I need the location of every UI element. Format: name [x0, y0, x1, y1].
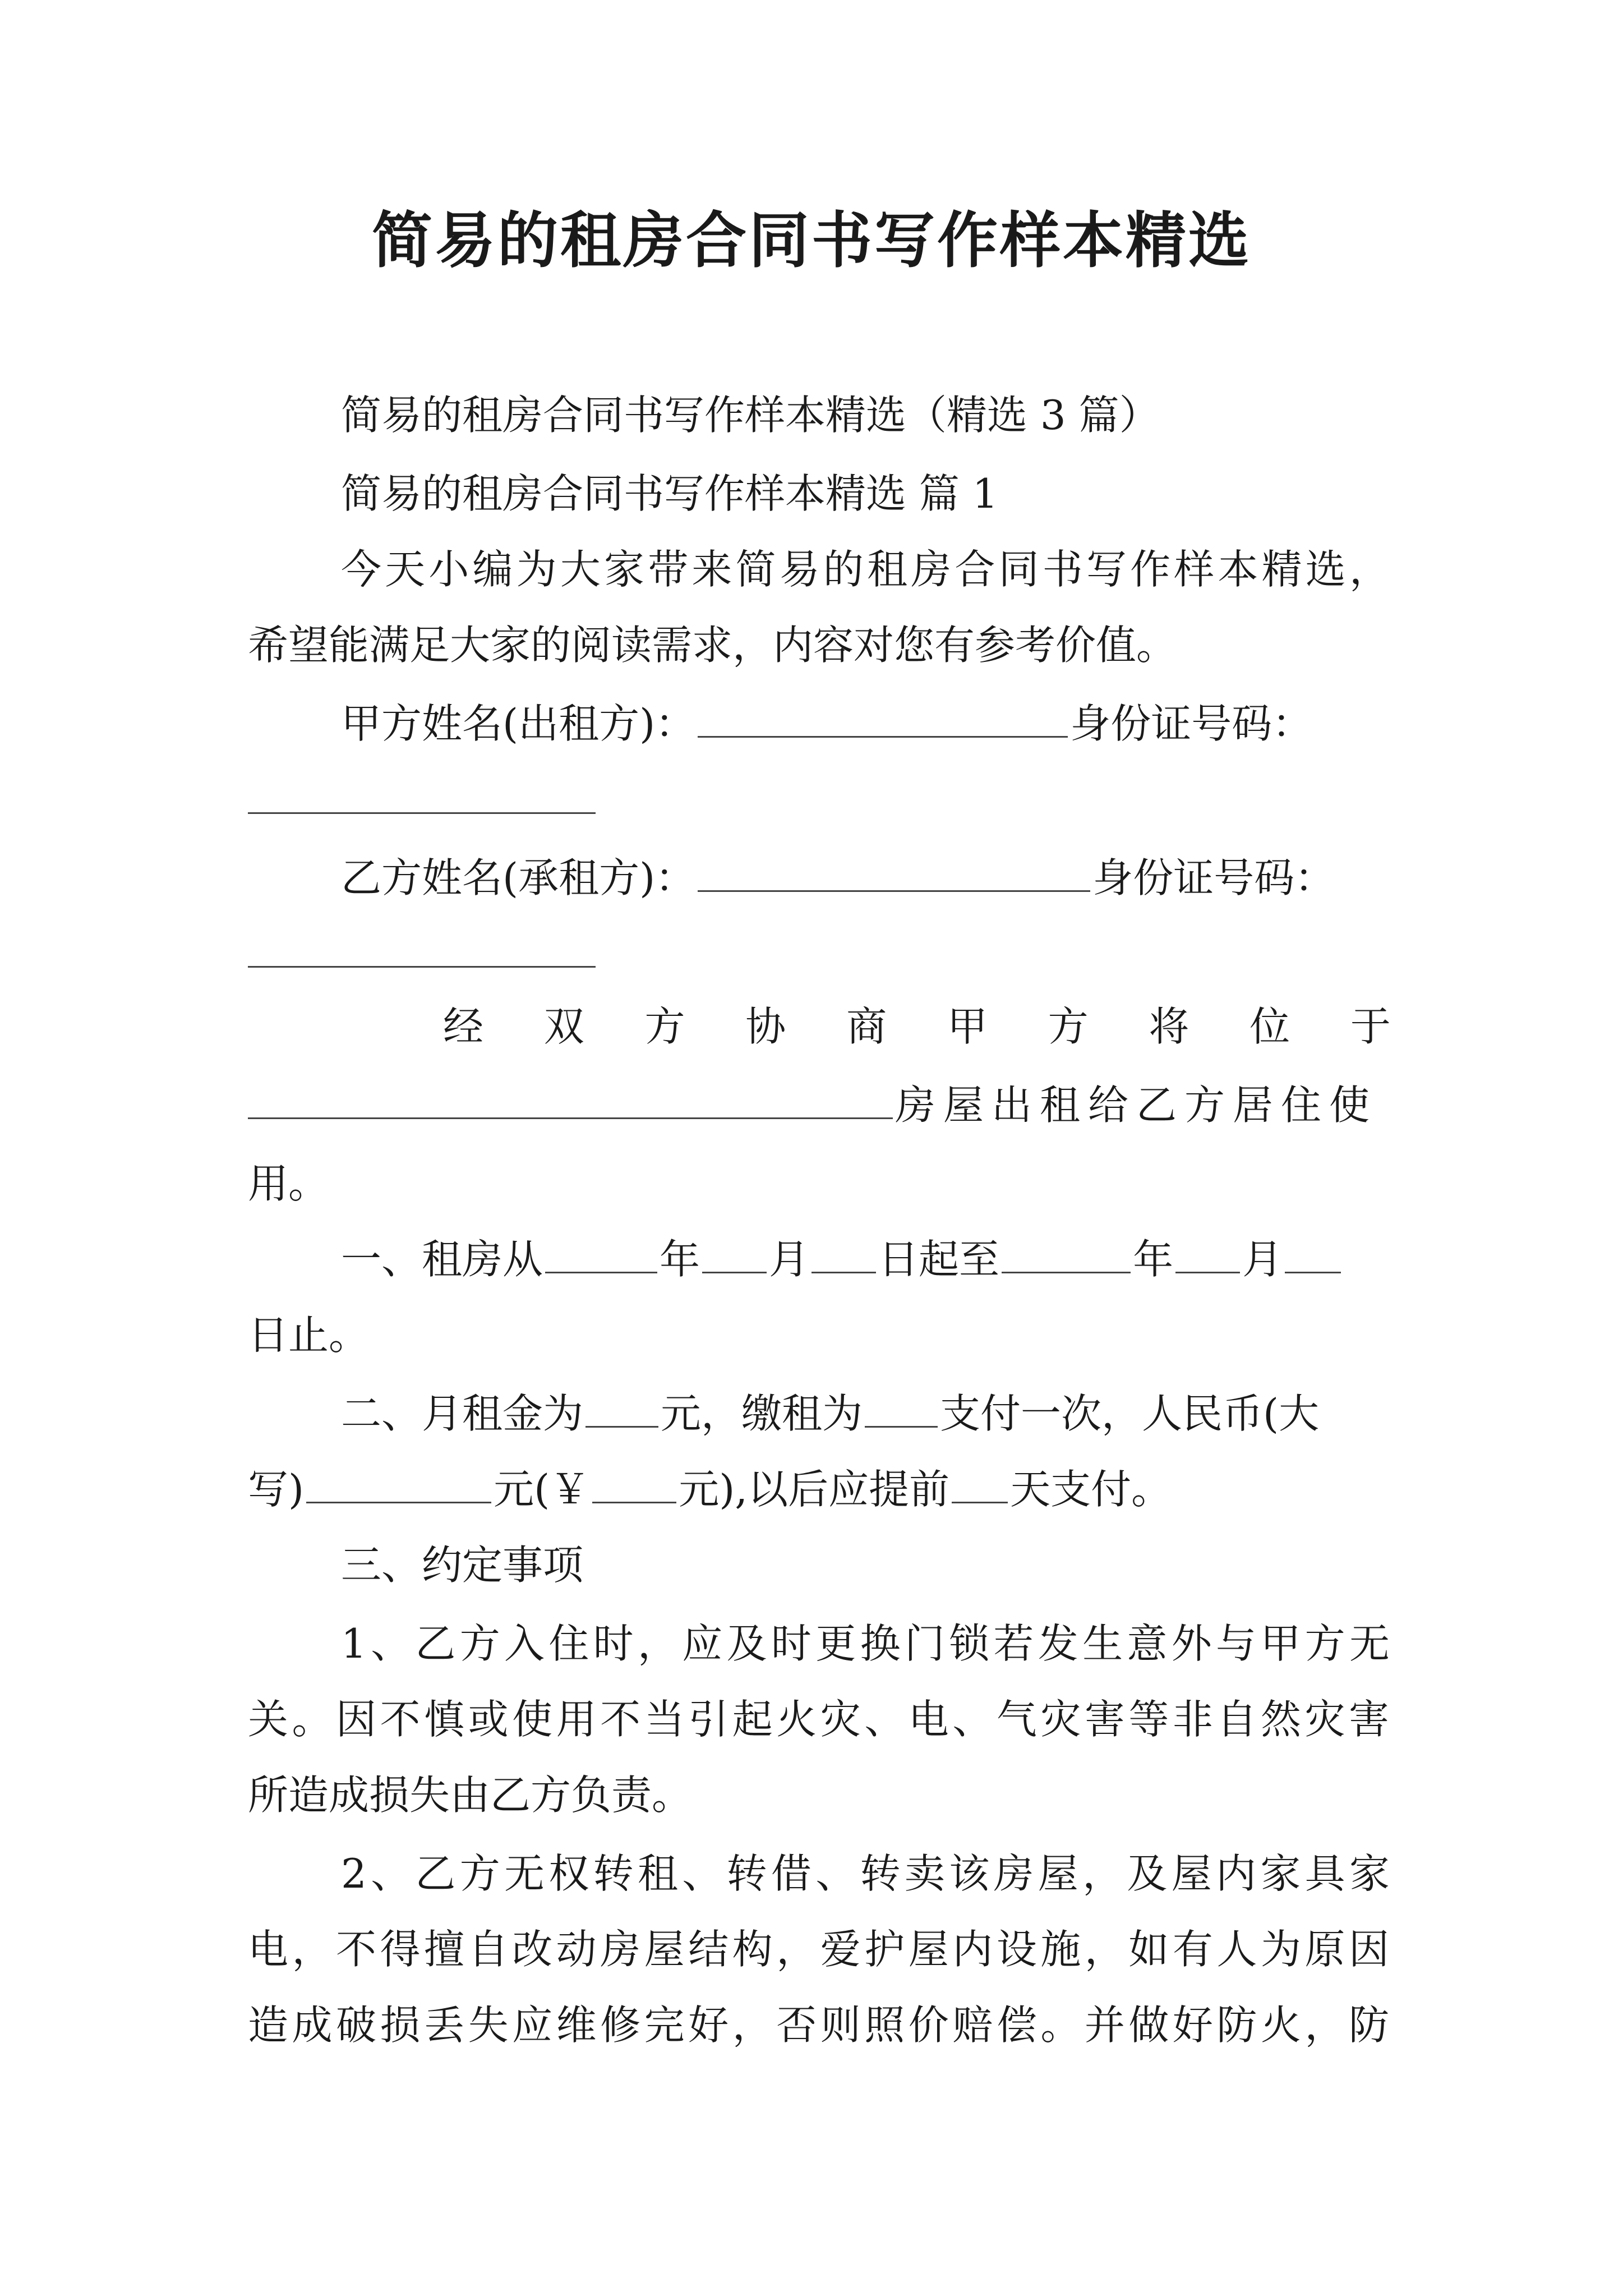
agreement-char: 商: [846, 1003, 887, 1050]
party-b-id-label: 身份证号码：: [1092, 854, 1335, 901]
end-day-field[interactable]: [1285, 1272, 1341, 1273]
clause-3-heading: 三、约定事项: [341, 1542, 584, 1589]
payment-period-field[interactable]: [865, 1426, 938, 1428]
agreement-char: 方: [1048, 1003, 1089, 1050]
party-b-id-field[interactable]: [248, 966, 596, 968]
party-b-name-field[interactable]: [698, 890, 1090, 892]
rent-uppercase-field[interactable]: [306, 1502, 491, 1503]
party-a-id-field[interactable]: [248, 812, 596, 814]
agreement-char: 于: [1350, 1003, 1391, 1050]
agreement-char: 双: [543, 1003, 584, 1050]
clause-2-text: 支付一次，人民币(大: [940, 1390, 1320, 1437]
clause-2-text: 元),以后应提前: [679, 1466, 950, 1513]
property-address-field[interactable]: [248, 1117, 893, 1119]
advance-days-field[interactable]: [952, 1502, 1008, 1503]
year-label: 年: [1133, 1236, 1174, 1283]
item-2-line-1: 2、乙方无权转租、转借、转卖该房屋，及屋内家具家: [341, 1850, 1390, 1897]
start-year-field[interactable]: [545, 1272, 657, 1273]
agreement-line-2: [248, 1077, 1377, 1133]
rent-amount-field[interactable]: [592, 1502, 676, 1503]
start-month-field[interactable]: [702, 1272, 767, 1273]
party-a-label: 甲方姓名(出租方)：: [341, 700, 696, 747]
agreement-line-2-text: 房屋出租给乙方居住使: [895, 1082, 1378, 1129]
clause-1-prefix: 一、租房从: [341, 1236, 543, 1283]
section-heading: 简易的租房合同书写作样本精选 篇 1: [341, 470, 998, 517]
start-day-field[interactable]: [811, 1272, 876, 1273]
agreement-char: 协: [745, 1003, 786, 1050]
clause-2-line-1: [341, 1386, 1319, 1442]
year-label: 年: [660, 1236, 700, 1283]
clause-2-text: 元(￥: [494, 1466, 591, 1513]
clause-2-line-2: [248, 1461, 1172, 1517]
party-b-label: 乙方姓名(承租方)：: [341, 854, 696, 901]
party-b-line: [341, 850, 1335, 906]
clause-1-line-2: 日止。: [248, 1312, 370, 1359]
clause-2-text: 元，缴租为: [661, 1390, 863, 1437]
agreement-char: 将: [1149, 1003, 1189, 1050]
intro-line-2: 希望能满足大家的阅读需求，内容对您有参考价值。: [248, 622, 1177, 669]
agreement-line-3: 用。: [248, 1160, 329, 1207]
agreement-char: 经: [443, 1003, 484, 1050]
month-label: 月: [1242, 1236, 1283, 1283]
agreement-line-1: [443, 999, 1391, 1055]
clause-2-text: 写): [248, 1466, 305, 1513]
item-1-line-2: 关。因不慎或使用不当引起火灾、电、气灾害等非自然灾害: [248, 1696, 1389, 1743]
clause-2-text: 天支付。: [1010, 1466, 1172, 1513]
item-1-line-1: 1、乙方入住时，应及时更换门锁若发生意外与甲方无: [341, 1620, 1390, 1667]
intro-line-1: 今天小编为大家带来简易的租房合同书写作样本精选，: [341, 546, 1390, 593]
item-1-line-3: 所造成损失由乙方负责。: [248, 1772, 693, 1819]
document-title: 简易的租房合同书写作样本精选: [371, 206, 1251, 276]
document-subtitle: 简易的租房合同书写作样本精选（精选 3 篇）: [341, 392, 1160, 439]
clause-2-prefix: 二、月租金为: [341, 1390, 584, 1437]
day-label: 日起至: [878, 1236, 1000, 1283]
party-a-line: [341, 696, 1312, 752]
month-label: 月: [769, 1236, 810, 1283]
agreement-char: 位: [1249, 1003, 1290, 1050]
item-2-line-3: 造成破损丢失应维修完好，否则照价赔偿。并做好防火，防: [248, 2001, 1389, 2049]
end-month-field[interactable]: [1175, 1272, 1240, 1273]
party-a-name-field[interactable]: [698, 736, 1068, 738]
item-2-line-2: 电，不得擅自改动房屋结构，爱护屋内设施，如有人为原因: [248, 1926, 1389, 1973]
end-year-field[interactable]: [1002, 1272, 1131, 1273]
agreement-char: 甲: [947, 1003, 988, 1050]
clause-1-line-1: [341, 1231, 1343, 1287]
party-a-id-label: 身份证号码：: [1070, 700, 1313, 747]
agreement-char: 方: [644, 1003, 685, 1050]
monthly-rent-field[interactable]: [585, 1426, 658, 1428]
